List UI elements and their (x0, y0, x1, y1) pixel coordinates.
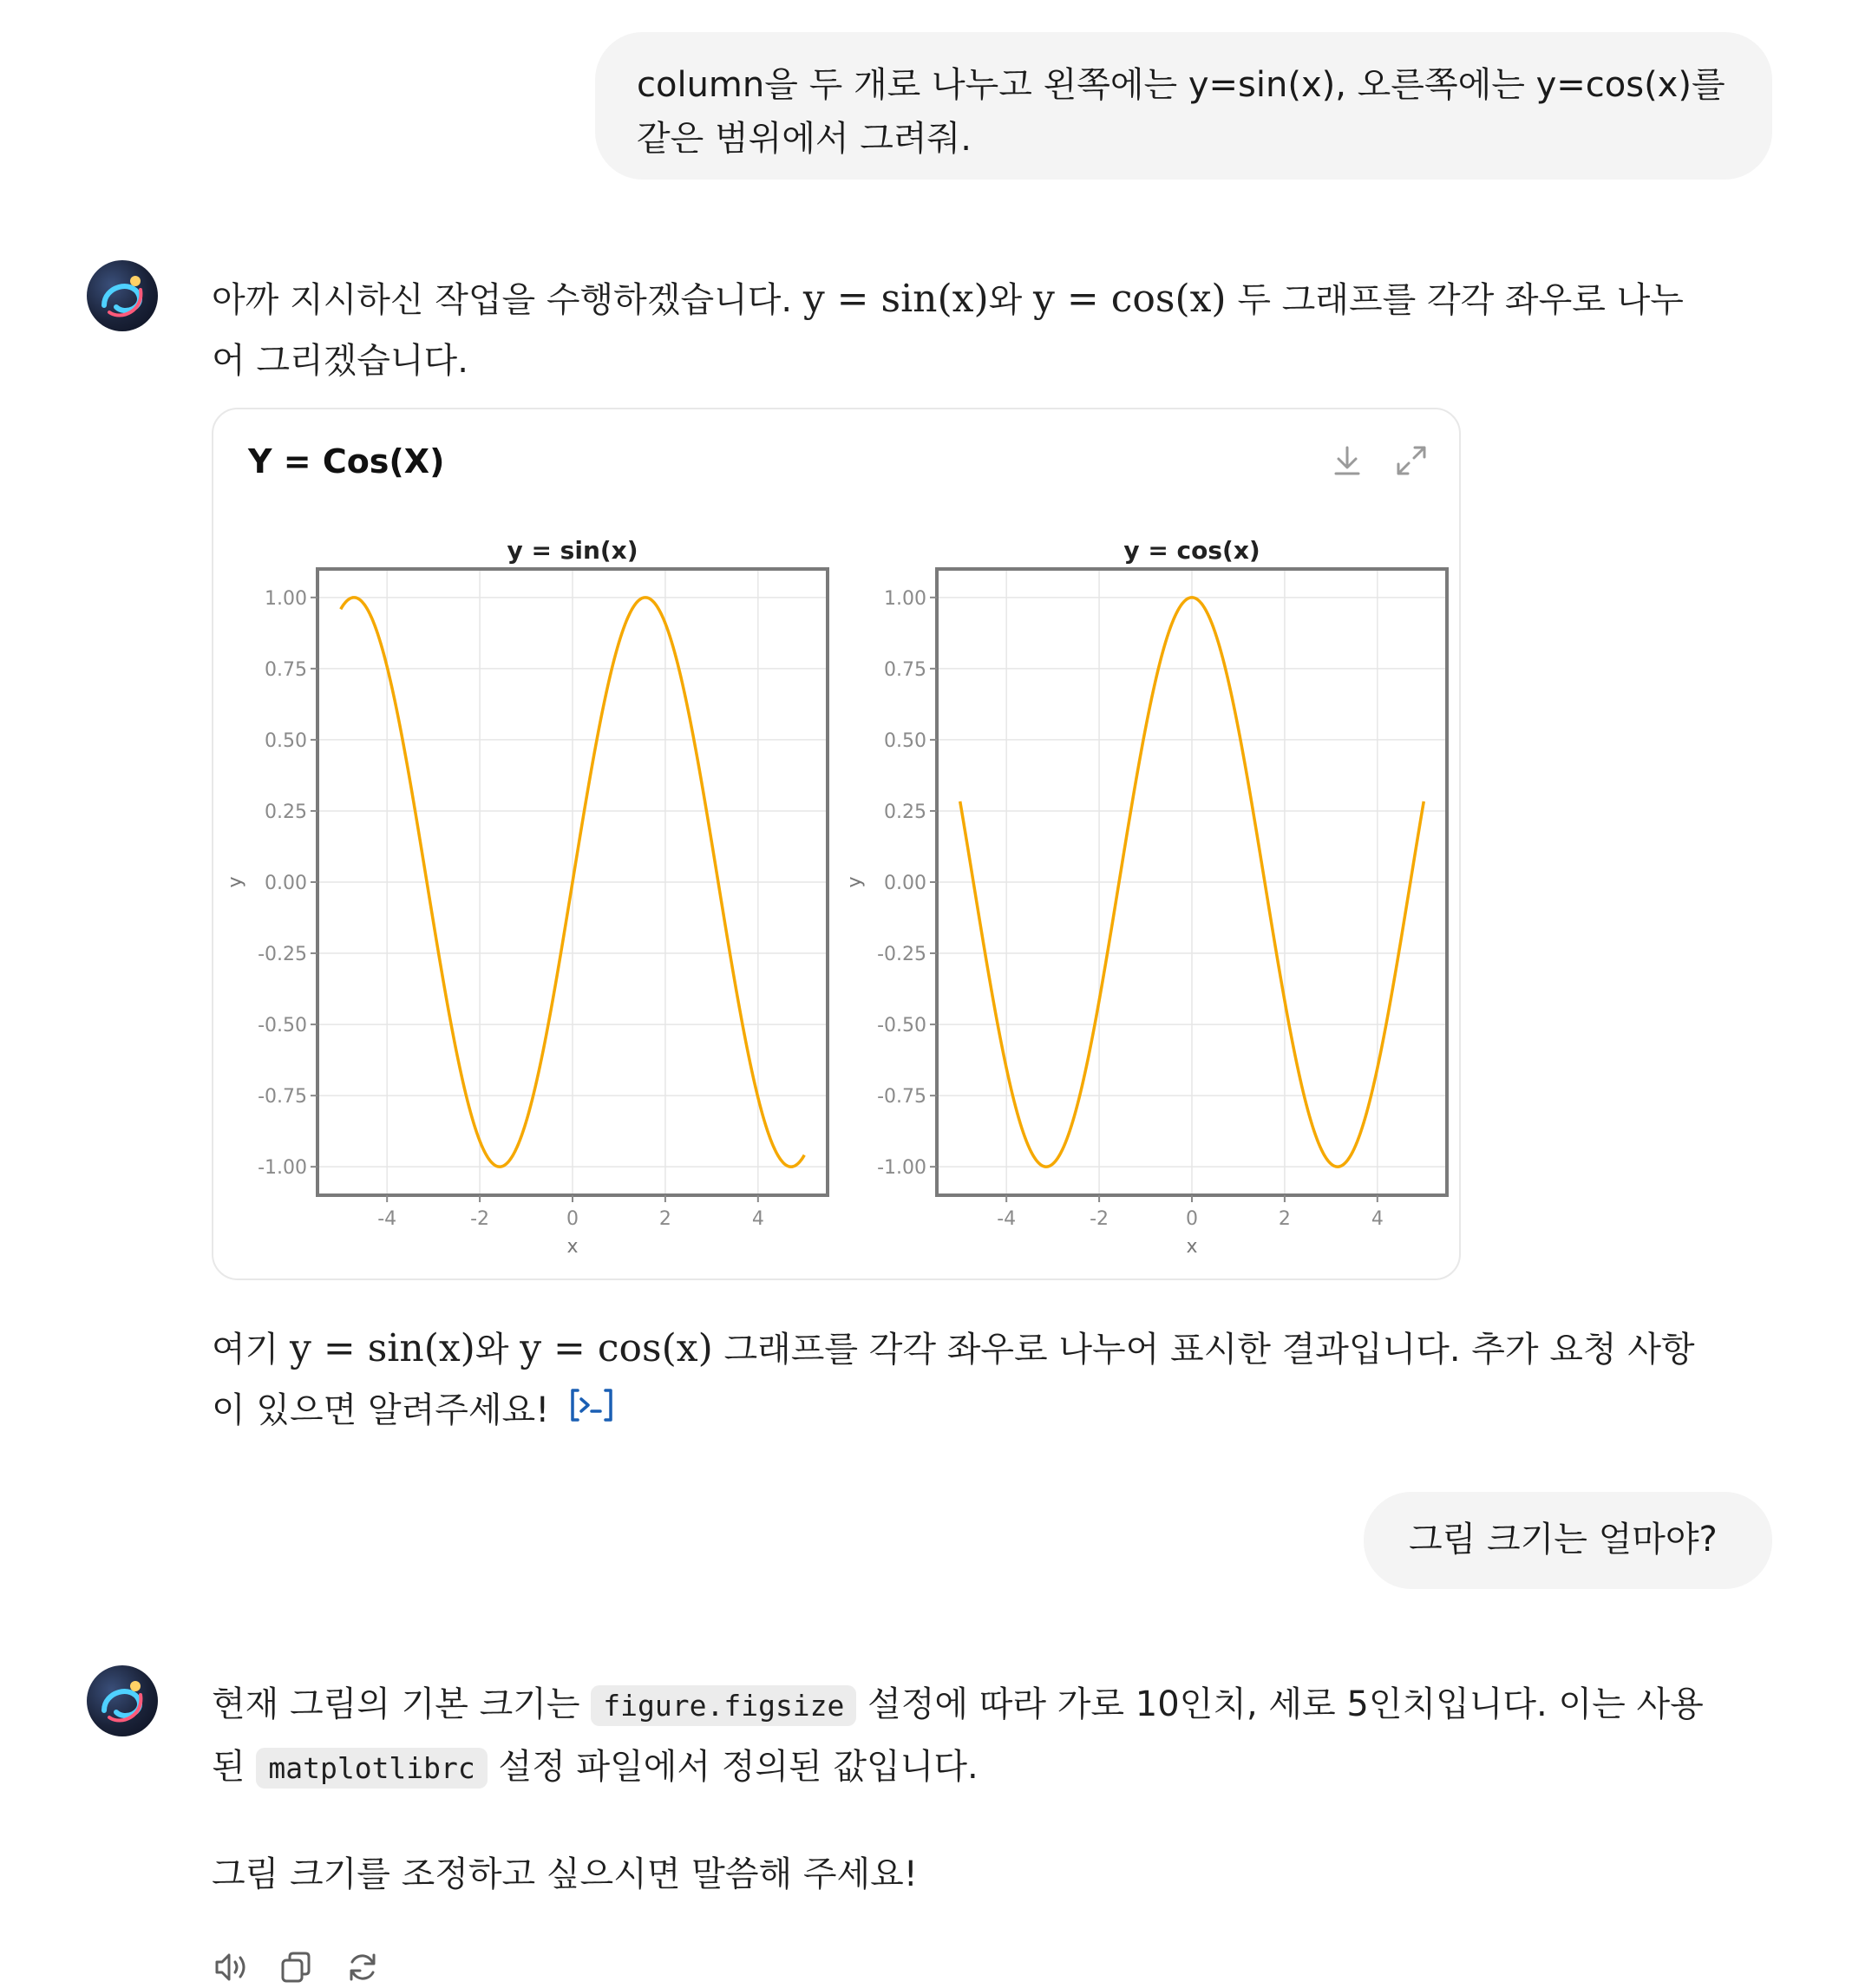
card-title: Y = Cos(X) (248, 442, 445, 481)
y-tick-label: -1.00 (877, 1157, 926, 1180)
y-tick-label: 0.00 (884, 873, 926, 894)
x-tick-label: -2 (470, 1208, 490, 1230)
outro-text: 이 있으면 알려주세요! (212, 1390, 550, 1430)
y-tick-label: -0.25 (877, 944, 926, 966)
assistant-avatar (87, 1665, 158, 1736)
chart-title: y = cos(x) (1123, 536, 1260, 565)
y-tick-label: 0.00 (265, 873, 307, 894)
regenerate-icon[interactable] (344, 1950, 383, 1988)
x-tick-label: -4 (997, 1208, 1017, 1230)
inline-code: matplotlibrc (256, 1748, 487, 1789)
intro-text: 와 (988, 280, 1023, 320)
y-tick-label: -0.75 (877, 1086, 926, 1108)
reply-text: 현재 그림의 기본 크기는 (212, 1684, 580, 1724)
outro-text: 와 (475, 1330, 509, 1370)
y-tick-label: 0.25 (265, 801, 307, 823)
y-tick-label: 0.50 (265, 729, 307, 752)
user-message-bubble (1364, 1492, 1772, 1589)
x-tick-label: 2 (1278, 1208, 1291, 1230)
math-sin: y = sin(x) (290, 1326, 475, 1370)
user-message-text: 그림 크기는 얼마야? (1409, 1520, 1718, 1560)
y-tick-label: 0.25 (884, 801, 926, 823)
x-tick-label: 4 (751, 1208, 764, 1230)
y-tick-label: 0.50 (884, 729, 926, 752)
y-tick-label: 1.00 (884, 587, 926, 610)
speaker-icon[interactable] (212, 1950, 252, 1988)
chart-figure (213, 409, 1459, 1278)
outro-text: 그래프를 각각 좌우로 나누어 표시한 결과입니다. 추가 요청 사항 (723, 1330, 1695, 1370)
user-message-line: column을 두 개로 나누고 왼쪽에는 y=sin(x), 오른쪽에는 y=cos(x)를 (637, 65, 1725, 105)
y-tick-label: -0.50 (877, 1015, 926, 1037)
chart-card (212, 408, 1461, 1280)
x-tick-label: 0 (566, 1208, 579, 1230)
assistant-avatar (87, 260, 158, 331)
y-tick-label: 0.75 (265, 658, 307, 681)
intro-text: 두 그래프를 각각 좌우로 나누 (1237, 280, 1684, 320)
reply-text: 설정에 따라 가로 10인치, 세로 5인치입니다. 이는 사용 (867, 1684, 1704, 1724)
y-tick-label: 0.75 (884, 658, 926, 681)
y-tick-label: 1.00 (265, 587, 307, 610)
outro-text: 여기 (212, 1330, 279, 1370)
intro-text: 어 그리겠습니다. (212, 341, 468, 381)
x-tick-label: 4 (1371, 1208, 1384, 1230)
assistant-message-reply (212, 1674, 1764, 1905)
math-cos: y = cos(x) (1033, 277, 1227, 321)
assistant-message-intro (212, 269, 1764, 391)
y-axis-label: y (844, 876, 866, 888)
y-tick-label: -1.00 (258, 1157, 307, 1180)
y-tick-label: -0.50 (258, 1015, 307, 1037)
x-tick-label: 0 (1186, 1208, 1198, 1230)
y-tick-label: -0.75 (258, 1086, 307, 1108)
chart-title: y = sin(x) (507, 536, 638, 565)
reply-text: 그림 크기를 조정하고 싶으시면 말씀해 주세요! (212, 1854, 918, 1894)
reply-text: 된 (212, 1747, 245, 1787)
inline-code: figure.figsize (591, 1685, 856, 1726)
assistant-message-outro (212, 1318, 1764, 1442)
math-cos: y = cos(x) (520, 1326, 713, 1370)
x-axis-label: x (566, 1236, 579, 1258)
x-tick-label: -2 (1090, 1208, 1109, 1230)
user-message-line: 같은 범위에서 그려줘. (637, 119, 972, 159)
user-message-bubble (595, 32, 1772, 180)
x-axis-label: x (1186, 1236, 1198, 1258)
intro-text: 아까 지시하신 작업을 수행하겠습니다. (212, 280, 793, 320)
y-axis-label: y (225, 876, 246, 888)
math-sin: y = sin(x) (802, 277, 989, 321)
code-interpreter-icon[interactable] (569, 1382, 614, 1442)
y-tick-label: -0.25 (258, 944, 307, 966)
x-tick-label: 2 (658, 1208, 671, 1230)
reply-text: 설정 파일에서 정의된 값입니다. (498, 1747, 979, 1787)
copy-icon[interactable] (278, 1950, 317, 1988)
x-tick-label: -4 (377, 1208, 397, 1230)
